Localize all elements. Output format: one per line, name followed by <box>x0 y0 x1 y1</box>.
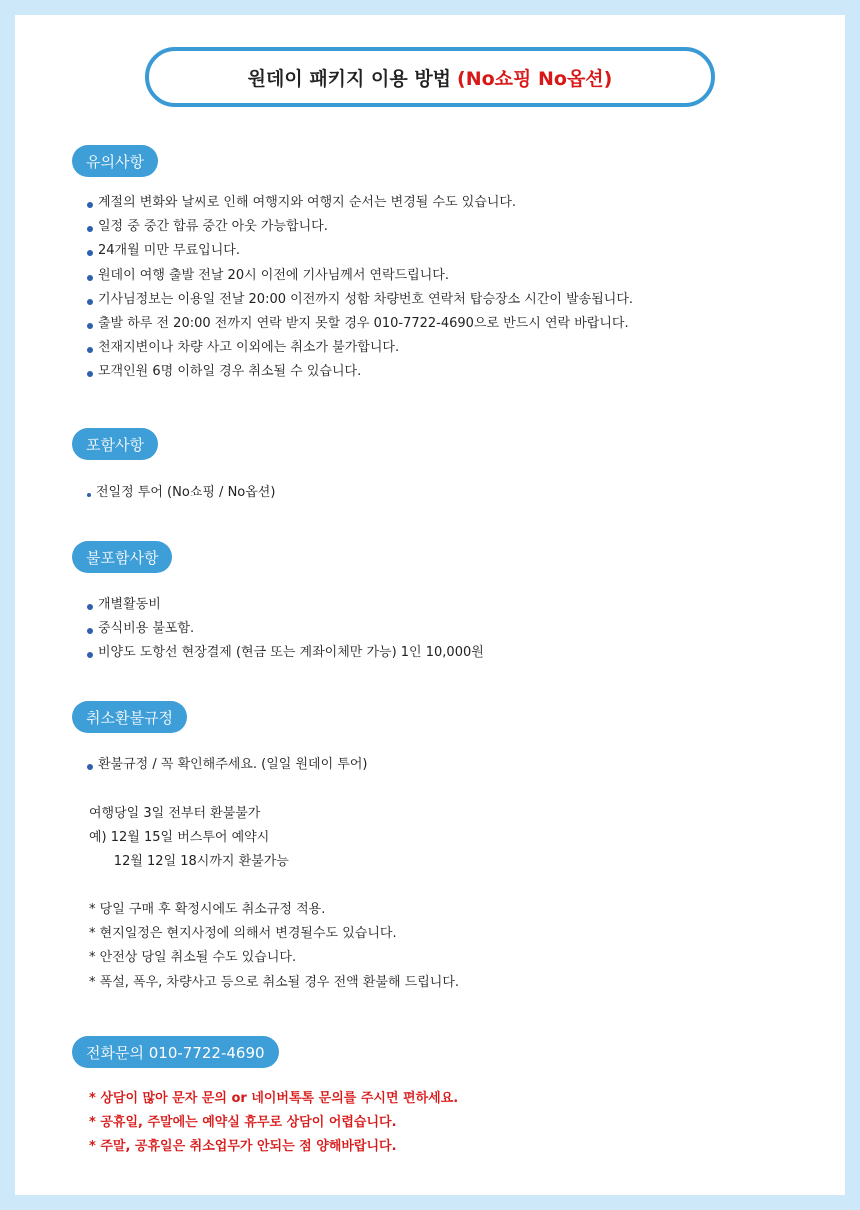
included-list <box>87 481 275 505</box>
list-item-text: 24개월 미만 무료입니다. <box>98 243 240 259</box>
refund-note: * 현지일정은 현지사정에 의해서 변경될수도 있습니다. <box>89 926 397 942</box>
list-item <box>87 239 633 263</box>
list-item <box>87 215 633 239</box>
bullet-icon <box>87 764 93 770</box>
list-item <box>87 288 633 312</box>
list-item-text: 개별활동비 <box>98 597 161 613</box>
list-item <box>87 336 633 360</box>
refund-note: * 당일 구매 후 확정시에도 취소규정 적용. <box>89 902 326 917</box>
bullet-icon <box>87 250 93 256</box>
refund-rule: 예) 12월 15일 버스투어 예약시 <box>89 830 270 846</box>
bullet-icon <box>87 323 93 329</box>
list-item <box>87 264 633 288</box>
refund-rules <box>89 802 289 875</box>
list-item-text: 원데이 여행 출발 전날 20시 이전에 기사님께서 연락드립니다. <box>98 267 449 283</box>
refund-rule: 12월 12일 18시까지 환불가능 <box>89 854 289 870</box>
list-item-text: 일정 중 중간 합류 중간 아웃 가능합니다. <box>98 219 328 235</box>
bullet-icon <box>87 628 93 634</box>
refund-notes <box>89 898 459 995</box>
list-item <box>87 617 484 641</box>
bullet-icon <box>87 371 93 377</box>
list-item-text: 환불규정 / 꼭 확인해주세요. (일일 원데이 투어) <box>98 757 368 773</box>
phone-note: * 공휴일, 주말에는 예약실 휴무로 상담이 어렵습니다. <box>89 1115 397 1131</box>
info-card <box>15 15 845 1195</box>
bullet-icon <box>87 202 93 208</box>
bullet-icon <box>87 493 91 497</box>
phone-note: * 상담이 많아 문자 문의 or 네이버톡톡 문의를 주시면 편하세요. <box>89 1091 459 1106</box>
list-item-text: 천재지변이나 차량 사고 이외에는 취소가 불가합니다. <box>98 340 400 356</box>
title-accent: (No쇼핑 No옵션) <box>457 67 613 90</box>
section-label-refund: 취소환불규정 <box>72 701 187 733</box>
refund-note: * 안전상 당일 취소될 수도 있습니다. <box>89 950 297 966</box>
phone-notes <box>89 1087 458 1160</box>
section-label-included: 포함사항 <box>72 428 158 460</box>
section-label-notice: 유의사항 <box>72 145 158 177</box>
list-item <box>87 641 484 665</box>
list-item-text: 중식비용 불포함. <box>98 621 195 637</box>
list-item-text: 계절의 변화와 날씨로 인해 여행지와 여행지 순서는 변경될 수도 있습니다. <box>98 195 517 211</box>
bullet-icon <box>87 299 93 305</box>
list-item <box>87 753 368 777</box>
list-item <box>87 360 633 384</box>
refund-note: * 폭설, 폭우, 차량사고 등으로 취소될 경우 전액 환불해 드립니다. <box>89 974 460 990</box>
list-item-text: 비양도 도항선 현장결제 (현금 또는 계좌이체만 가능) 1인 10,000원 <box>98 645 484 661</box>
phone-note: * 주말, 공휴일은 취소업무가 안되는 점 양해바랍니다. <box>89 1139 397 1155</box>
excluded-list <box>87 593 484 666</box>
list-item <box>87 191 633 215</box>
refund-list <box>87 753 368 777</box>
list-item-text: 기사님정보는 이용일 전날 20:00 이전까지 성함 차량번호 연락처 탑승장소 시간이 발송됩니다. <box>98 291 634 307</box>
list-item <box>87 593 484 617</box>
notice-list <box>87 191 633 385</box>
page-title <box>145 47 715 107</box>
list-item <box>87 481 275 505</box>
bullet-icon <box>87 604 93 610</box>
bullet-icon <box>87 652 93 658</box>
section-label-phone: 전화문의 010-7722-4690 <box>72 1036 279 1068</box>
bullet-icon <box>87 275 93 281</box>
refund-rule: 여행당일 3일 전부터 환불불가 <box>89 806 261 821</box>
list-item-text: 출발 하루 전 20:00 전까지 연락 받지 못할 경우 010-7722-4690으로 반드시 연락 바랍니다. <box>98 316 629 332</box>
section-label-excluded: 불포함사항 <box>72 541 172 573</box>
bullet-icon <box>87 226 93 232</box>
list-item-text: 전일정 투어 (No쇼핑 / No옵션) <box>96 485 276 501</box>
list-item-text: 모객인원 6명 이하일 경우 취소될 수 있습니다. <box>98 364 362 380</box>
bullet-icon <box>87 347 93 353</box>
title-main: 원데이 패키지 이용 방법 <box>247 67 452 90</box>
list-item <box>87 312 633 336</box>
